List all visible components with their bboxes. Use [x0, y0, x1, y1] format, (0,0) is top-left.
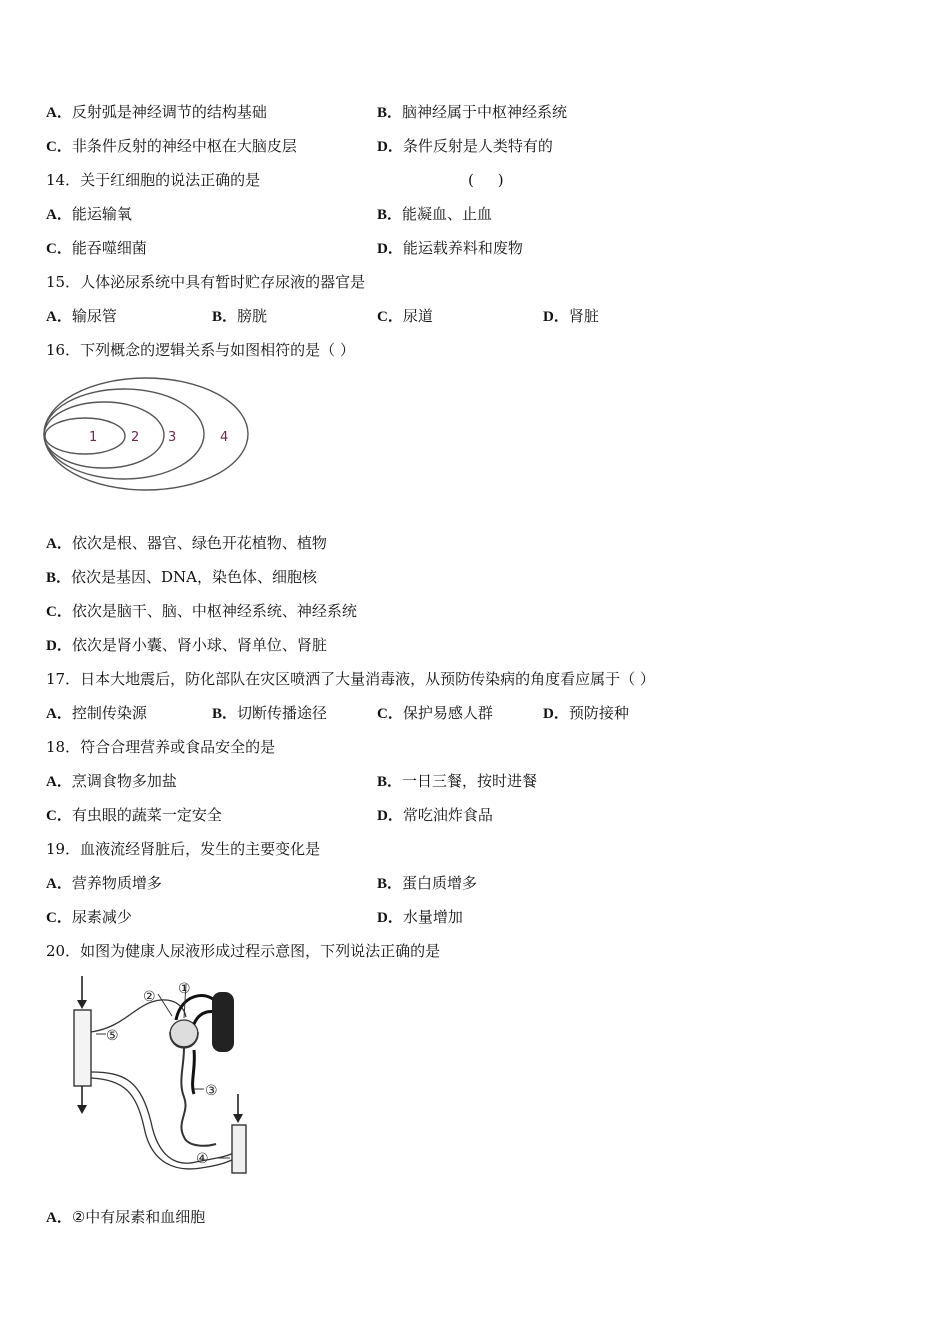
- dark-blood-vessel: [212, 992, 234, 1052]
- q16-option-b: B．依次是基因、DNA，染色体、细胞核: [46, 568, 318, 586]
- q19-stem: 19．血液流经肾脏后，发生的主要变化是: [46, 840, 321, 858]
- label-4: ④: [196, 1151, 209, 1167]
- q16-option-a: A．依次是根、器官、绿色开花植物、植物: [46, 534, 327, 552]
- q14-option-d: D．能运载养料和废物: [377, 239, 523, 257]
- q19-option-c: C．尿素减少: [46, 908, 132, 926]
- label-1: ①: [178, 981, 191, 997]
- ellipse-3: [44, 389, 204, 479]
- q13-option-b: B．脑神经属于中枢神经系统: [377, 103, 568, 121]
- label-5: ⑤: [106, 1028, 119, 1044]
- q17-option-b: B．切断传播途径: [212, 704, 328, 722]
- q17-option-d: D．预防接种: [543, 704, 629, 722]
- q19-option-d: D．水量增加: [377, 908, 463, 926]
- q15-option-c: C．尿道: [377, 307, 433, 325]
- q18-option-c: C．有虫眼的蔬菜一定安全: [46, 806, 222, 824]
- ellipse-label-4: 4: [220, 430, 229, 445]
- collecting-duct-4: [232, 1125, 246, 1173]
- q17-option-a: A．控制传染源: [46, 704, 147, 722]
- q20-stem: 20．如图为健康人尿液形成过程示意图，下列说法正确的是: [46, 942, 441, 960]
- label-2: ②: [143, 989, 156, 1005]
- q14-option-a: A．能运输氧: [46, 205, 132, 223]
- q15-option-b: B．膀胱: [212, 307, 268, 325]
- label-3: ③: [205, 1083, 218, 1099]
- q18-option-a: A．烹调食物多加盐: [46, 772, 177, 790]
- ellipse-label-2: 2: [131, 430, 140, 445]
- q17-stem: 17．日本大地震后，防化部队在灾区喷洒了大量消毒液，从预防传染病的角度看应属于（ ）: [46, 670, 655, 688]
- ellipse-4: [44, 378, 248, 490]
- q13-option-a: A．反射弧是神经调节的结构基础: [46, 103, 267, 121]
- q15-option-a: A．输尿管: [46, 307, 117, 325]
- ellipse-2: [44, 402, 164, 468]
- q15-option-d: D．肾脏: [543, 307, 599, 325]
- ellipse-1: [45, 418, 125, 454]
- ellipse-label-1: 1: [89, 430, 98, 445]
- q17-option-c: C．保护易感人群: [377, 704, 493, 722]
- q19-option-b: B．蛋白质增多: [377, 874, 478, 892]
- nephron-diagram: [66, 972, 266, 1177]
- q13-option-d: D．条件反射是人类特有的: [377, 137, 553, 155]
- q13-option-c: C．非条件反射的神经中枢在大脑皮层: [46, 137, 297, 155]
- q16-option-d: D．依次是肾小囊、肾小球、肾单位、肾脏: [46, 636, 327, 654]
- q14-option-b: B．能凝血、止血: [377, 205, 493, 223]
- q16-option-c: C．依次是脑干、脑、中枢神经系统、神经系统: [46, 602, 357, 620]
- q20-option-a: A．②中有尿素和血细胞: [46, 1208, 206, 1226]
- q14-option-c: C．能吞噬细菌: [46, 239, 147, 257]
- q14-answer-blank: ( ): [468, 171, 504, 189]
- q15-stem: 15．人体泌尿系统中具有暂时贮存尿液的器官是: [46, 273, 366, 291]
- ellipse-label-3: 3: [168, 430, 177, 445]
- q18-option-d: D．常吃油炸食品: [377, 806, 493, 824]
- q19-option-a: A．营养物质增多: [46, 874, 162, 892]
- q16-stem: 16．下列概念的逻辑关系与如图相符的是（ ）: [46, 341, 355, 359]
- q18-stem: 18．符合合理营养或食品安全的是: [46, 738, 276, 756]
- nested-ellipses-diagram: [40, 370, 260, 500]
- q14-stem: 14．关于红细胞的说法正确的是: [46, 171, 261, 189]
- q18-option-b: B．一日三餐，按时进餐: [377, 772, 538, 790]
- vessel-5: [74, 1010, 91, 1086]
